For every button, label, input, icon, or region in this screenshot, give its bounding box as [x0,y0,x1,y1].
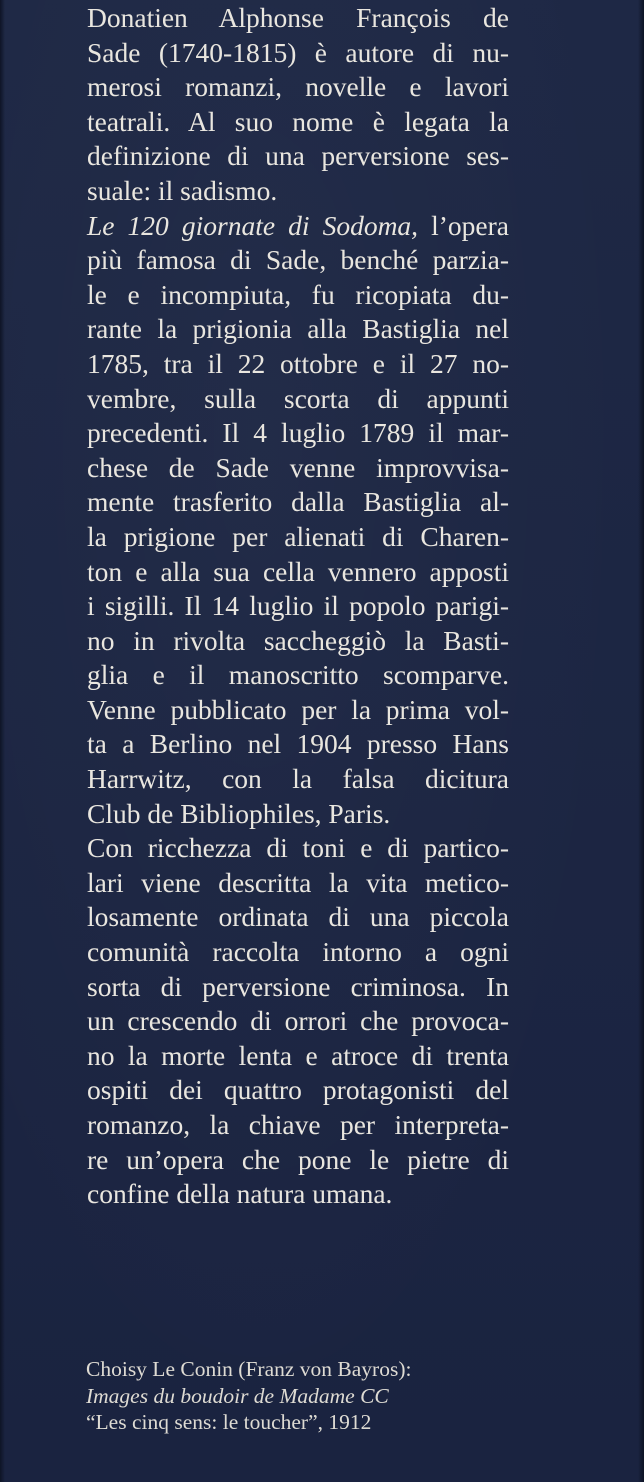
text-line: vembre, sulla scorta di appunti [87,382,509,414]
left-edge-shadow [0,0,5,1482]
book-title: Le 120 giornate di Sodoma, [87,209,419,241]
text-line: Donatien Alphonse François de [87,2,509,33]
text-line: ospiti dei quattro protagonisti del [87,1074,509,1106]
text-line: re un’opera che pone le pietre di [87,1143,509,1175]
text-line: romanzo, la chiave per interpreta- [87,1109,509,1140]
text-line: merosi romanzi, novelle e lavori [87,71,509,103]
description-text [87,0,509,1212]
caption-work-title: Images du boudoir de Madame CC [86,1383,389,1408]
text-line: le e incompiuta, fu ricopiata du- [87,278,509,310]
text-line: la prigione per alienati di Charen- [87,520,509,552]
caption-plate-title: “Les cinq sens: le toucher”, 1912 [86,1410,372,1434]
text-line: ton e alla sua cella vennero apposti [87,555,509,587]
text-line: lari viene descritta la vita metico- [87,866,509,898]
text-line: Venne pubblicato per la prima vol- [87,693,509,725]
text-line: mente trasferito dalla Bastiglia al- [87,486,509,518]
text-fragment: l’opera [418,209,509,241]
text-line: ta a Berlino nel 1904 presso Hans [87,728,509,760]
image-credit-caption [86,1356,526,1436]
text-line: 1785, tra il 22 ottobre e il 27 no- [87,347,509,379]
text-line: più famosa di Sade, benché parzia- [87,244,509,276]
text-line: un crescendo di orrori che provoca- [87,1005,509,1037]
text-line: i sigilli. Il 14 luglio il popolo parigi- [87,590,509,622]
text-line: comunità raccolta intorno a ogni [87,936,509,968]
text-line: Harrwitz, con la falsa dicitura [87,763,509,795]
text-line: precedenti. Il 4 luglio 1789 il mar- [87,417,509,449]
text-line: Club de Bibliophiles, Paris. [87,797,391,829]
text-line: losamente ordinata di una piccola [87,901,509,933]
text-line: glia e il manoscritto scomparve. [87,659,509,691]
text-line: teatrali. Al suo nome è legata la [87,105,509,137]
text-line: Sade (1740-1815) è autore di nu- [87,36,509,68]
caption-artist: Choisy Le Conin (Franz von Bayros): [86,1357,412,1381]
text-line: suale: il sadismo. [87,174,278,206]
text-line: definizione di una perversione ses- [87,140,509,172]
text-line: confine della natura umana. [87,1178,393,1210]
text-line: sorta di perversione criminosa. In [87,970,509,1002]
text-line-with-title [87,209,509,244]
text-line: chese de Sade venne improvvisa- [87,451,509,483]
text-line: rante la prigionia alla Bastiglia nel [87,313,509,345]
text-line: no la morte lenta e atroce di trenta [87,1039,509,1071]
text-line: Con ricchezza di toni e di partico- [87,832,509,864]
text-line: no in rivolta saccheggiò la Basti- [87,624,509,656]
right-edge-shadow [638,0,644,1482]
